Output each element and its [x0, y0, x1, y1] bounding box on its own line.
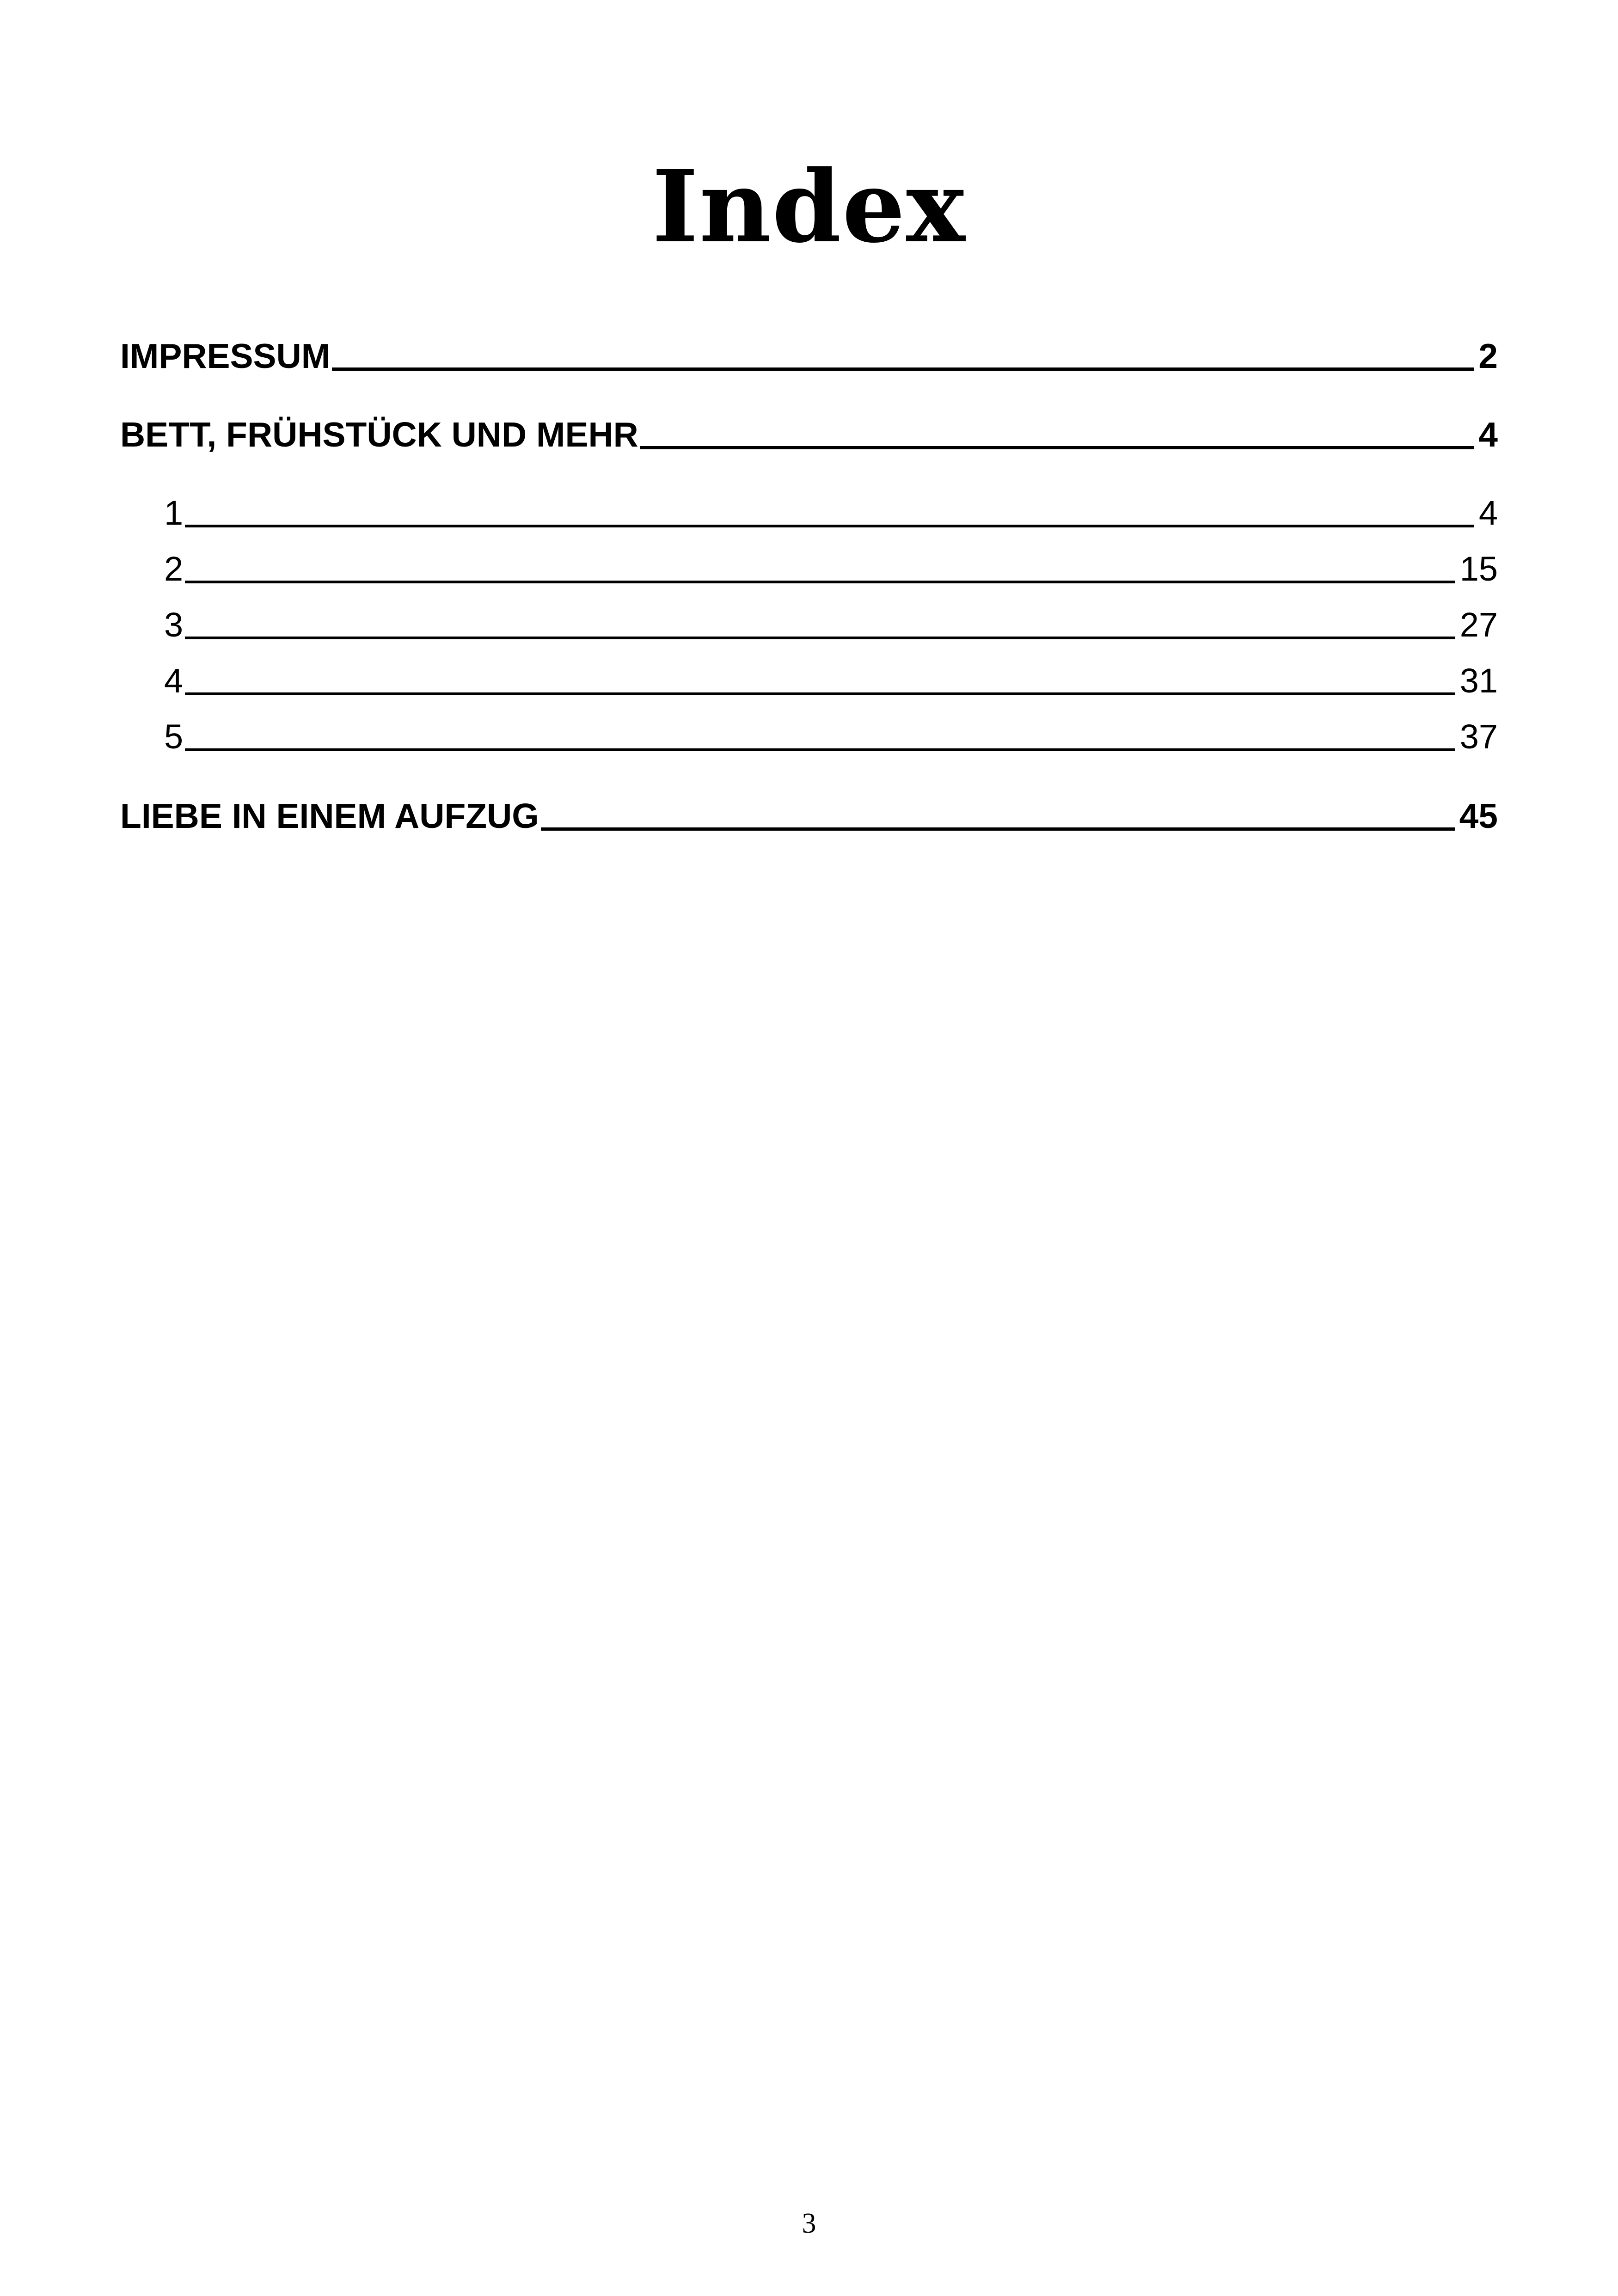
toc-entry-label: LIEBE IN EINEM AUFZUG — [120, 796, 539, 835]
toc-leader-line — [640, 446, 1474, 449]
toc-leader-line — [185, 637, 1455, 639]
toc-entry-page: 15 — [1459, 550, 1498, 588]
toc-subentry-2[interactable] — [164, 548, 1498, 590]
toc-subentry-1[interactable] — [164, 492, 1498, 534]
toc-leader-line — [541, 827, 1455, 831]
toc-entry-page: 4 — [1478, 415, 1498, 454]
toc-entry-page: 4 — [1478, 494, 1498, 532]
page-number: 3 — [802, 2208, 816, 2239]
toc-entry-liebe-aufzug[interactable] — [120, 795, 1498, 837]
toc-entry-label: 1 — [164, 494, 184, 532]
toc-entry-label: 3 — [164, 606, 184, 644]
toc-entry-label: 2 — [164, 550, 184, 588]
toc-entry-page: 31 — [1459, 661, 1498, 700]
toc-leader-line — [185, 748, 1455, 751]
toc-subentry-4[interactable] — [164, 660, 1498, 702]
toc-entry-label: IMPRESSUM — [120, 337, 331, 375]
toc-leader-line — [185, 525, 1474, 527]
toc-subentry-5[interactable] — [164, 716, 1498, 758]
toc-entry-label: 5 — [164, 717, 184, 756]
toc-entry-page: 45 — [1459, 796, 1498, 835]
toc-entry-impressum[interactable] — [120, 335, 1498, 377]
toc-entry-label: 4 — [164, 661, 184, 700]
toc-leader-line — [332, 367, 1474, 371]
toc-entry-page: 37 — [1459, 717, 1498, 756]
toc-subentry-3[interactable] — [164, 604, 1498, 646]
toc-entry-bett-fruehstueck[interactable] — [120, 414, 1498, 455]
toc-leader-line — [185, 581, 1455, 583]
toc-entry-label: BETT, FRÜHSTÜCK UND MEHR — [120, 415, 638, 454]
toc-entry-page: 27 — [1459, 606, 1498, 644]
toc-entry-page: 2 — [1478, 337, 1498, 375]
toc-leader-line — [185, 692, 1455, 695]
page-title: Index — [652, 149, 966, 265]
